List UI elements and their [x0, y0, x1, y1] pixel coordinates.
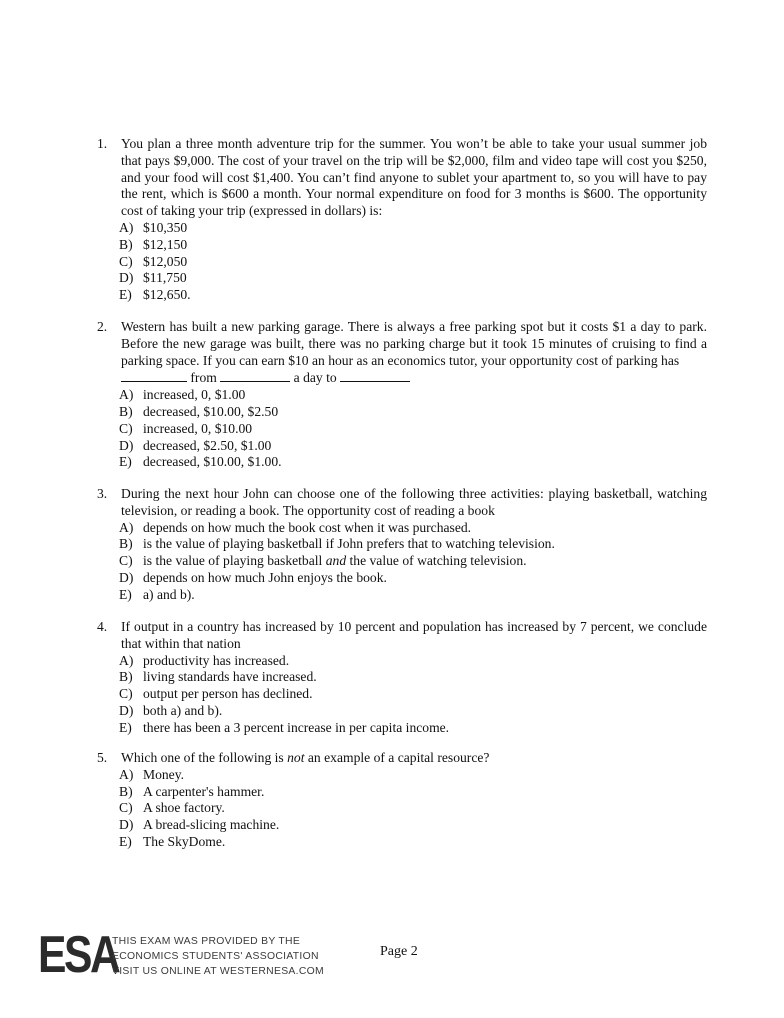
question-text-aday: a day to — [293, 370, 337, 386]
option-text: $12,650. — [143, 287, 191, 303]
option-letter: C) — [119, 553, 133, 569]
option-letter: C) — [119, 420, 133, 436]
option-letter: D) — [119, 702, 134, 718]
option-letter: B) — [119, 669, 133, 685]
question-number: 5. — [97, 750, 108, 765]
tagline-line-3: VISIT US ONLINE AT WESTERNESA.COM — [112, 966, 324, 977]
answer-options — [119, 387, 707, 471]
option-letter: A) — [119, 652, 134, 668]
option-text: living standards have increased. — [143, 669, 317, 685]
question-text-from: from — [190, 370, 217, 386]
option-text: both a) and b). — [143, 702, 223, 718]
question-1 — [97, 136, 707, 304]
question-3 — [97, 486, 707, 604]
option-letter: D) — [119, 817, 134, 833]
question-number: 1. — [97, 136, 108, 151]
option-text: $11,750 — [143, 270, 187, 286]
option-letter: A) — [119, 219, 134, 235]
option-text: decreased, $2.50, $1.00 — [143, 437, 272, 453]
option-text: productivity has increased. — [143, 652, 290, 668]
question-5 — [97, 750, 707, 851]
option-b — [119, 536, 707, 553]
option-letter: C) — [119, 686, 133, 702]
option-d — [119, 270, 707, 287]
option-text-emphasis: and — [325, 553, 347, 569]
option-c — [119, 800, 707, 817]
option-c — [119, 254, 707, 271]
option-text: increased, 0, $1.00 — [143, 387, 246, 403]
answer-options — [119, 767, 707, 851]
option-b — [119, 669, 707, 686]
question-number: 2. — [97, 319, 108, 334]
option-letter: D) — [119, 437, 134, 453]
option-e — [119, 287, 707, 304]
option-c — [119, 686, 707, 703]
answer-blank-2 — [220, 369, 290, 382]
option-text: The SkyDome. — [143, 833, 226, 849]
option-a — [119, 220, 707, 237]
option-d — [119, 570, 707, 587]
esa-logo — [38, 926, 119, 984]
question-text: During the next hour John can choose one of the following three activities: playing basketball, watching television, or reading a book. The opportunity cost of reading a book — [121, 486, 707, 518]
tagline-line-1: THIS EXAM WAS PROVIDED BY THE — [112, 936, 301, 947]
option-c — [119, 553, 707, 570]
option-letter: E) — [119, 586, 132, 602]
option-letter: D) — [119, 569, 134, 585]
option-text: increased, 0, $10.00 — [143, 420, 253, 436]
option-letter: C) — [119, 800, 133, 816]
option-text: depends on how much the book cost when it was purchased. — [143, 519, 472, 535]
option-letter: B) — [119, 403, 133, 419]
footer-tagline — [112, 934, 324, 979]
tagline-line-2: ECONOMICS STUDENTS' ASSOCIATION — [112, 951, 319, 962]
option-text: A carpenter's hammer. — [143, 783, 265, 799]
option-d — [119, 703, 707, 720]
question-number: 4. — [97, 619, 108, 634]
option-text: $10,350 — [143, 219, 188, 235]
option-text: there has been a 3 percent increase in per capita income. — [143, 719, 450, 735]
option-text: $12,050 — [143, 253, 188, 269]
question-4 — [97, 619, 707, 737]
question-text — [121, 319, 707, 387]
question-text-emphasis: not — [287, 750, 305, 765]
answer-options — [119, 220, 707, 304]
option-letter: A) — [119, 519, 134, 535]
option-text: decreased, $10.00, $2.50 — [143, 403, 279, 419]
answer-options — [119, 653, 707, 737]
option-letter: E) — [119, 454, 132, 470]
option-letter: E) — [119, 833, 132, 849]
option-a — [119, 653, 707, 670]
option-a — [119, 387, 707, 404]
option-b — [119, 404, 707, 421]
question-text-lead: Western has built a new parking garage. There is always a free parking spot but it costs $1 a day to park. Before the new garage was built, there was no parking charge but it took 15 minutes of cruising to find a parking space. If you can earn $10 an hour as an economics tutor, your opportunity cost of parking has — [121, 319, 707, 368]
question-number: 3. — [97, 486, 108, 501]
option-e — [119, 720, 707, 737]
option-text: $12,150 — [143, 236, 188, 252]
option-a — [119, 520, 707, 537]
option-text-after: the value of watching television. — [346, 553, 527, 569]
option-letter: A) — [119, 766, 134, 782]
answer-blank-1 — [121, 369, 187, 382]
option-text: output per person has declined. — [143, 686, 313, 702]
answer-blank-3 — [340, 369, 410, 382]
question-text: If output in a country has increased by 10 percent and population has increased by 7 percent, we conclude that within that nation — [121, 619, 707, 651]
option-a — [119, 767, 707, 784]
question-2 — [97, 319, 707, 471]
page-number: Page 2 — [380, 944, 418, 959]
option-letter: B) — [119, 536, 133, 552]
option-text-before: is the value of playing basketball — [143, 553, 326, 569]
answer-options — [119, 520, 707, 604]
option-e — [119, 834, 707, 851]
option-letter: E) — [119, 719, 132, 735]
question-text-after: an example of a capital resource? — [304, 750, 490, 765]
option-text: Money. — [143, 766, 185, 782]
option-text: a) and b). — [143, 586, 195, 602]
question-text-before: Which one of the following is — [121, 750, 288, 765]
option-letter: A) — [119, 387, 134, 403]
option-letter: B) — [119, 236, 133, 252]
question-text: You plan a three month adventure trip for the summer. You won’t be able to take your usual summer job that pays $9,000. The cost of your travel on the trip will be $2,000, film and video tape will cost you $250, and your food will cost $1,400. You can’t find anyone to sublet your apartment to, so you will have to pay the rent, which is $600 a month. Your normal expenditure on food for 3 months is $600. The opportunity cost of taking your trip (expressed in dollars) is: — [121, 136, 707, 219]
option-text: A shoe factory. — [143, 800, 225, 816]
option-letter: C) — [119, 253, 133, 269]
option-letter: E) — [119, 287, 132, 303]
option-text: decreased, $10.00, $1.00. — [143, 454, 282, 470]
option-d — [119, 438, 707, 455]
option-text: depends on how much John enjoys the book. — [143, 569, 387, 585]
option-b — [119, 784, 707, 801]
option-d — [119, 817, 707, 834]
option-b — [119, 237, 707, 254]
option-text — [143, 553, 527, 570]
question-text — [121, 750, 707, 767]
option-letter: B) — [119, 783, 133, 799]
option-text: is the value of playing basketball if John prefers that to watching television. — [143, 536, 555, 552]
option-text: A bread-slicing machine. — [143, 817, 280, 833]
option-letter: D) — [119, 270, 134, 286]
option-e — [119, 454, 707, 471]
option-c — [119, 421, 707, 438]
option-e — [119, 587, 707, 604]
esa-logo-text: ESA — [38, 926, 119, 984]
